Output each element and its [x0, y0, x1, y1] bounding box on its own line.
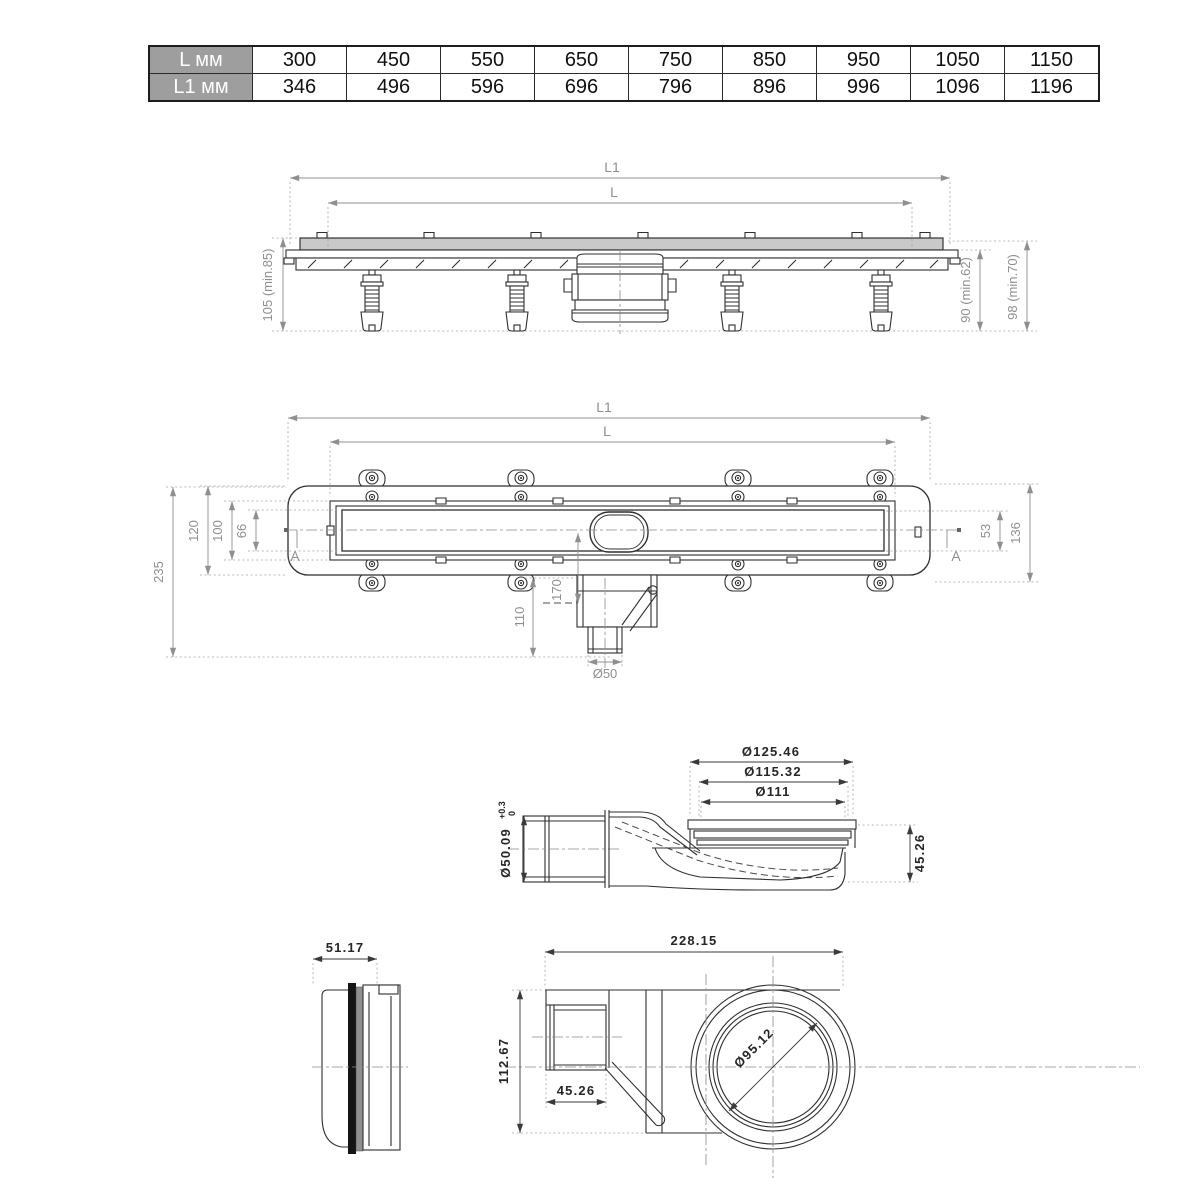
dim-trap-width: 228.15 — [670, 933, 718, 948]
table-cell: 896 — [723, 74, 817, 102]
dim-pipe-tol-lower: 0 — [507, 810, 517, 816]
dim-66: 66 — [234, 523, 249, 539]
dim-136: 136 — [1008, 522, 1023, 544]
dim-trap-dia: Ø95.12 — [730, 1024, 777, 1071]
table-cell: 550 — [441, 46, 535, 74]
dim-label-l-side: L — [610, 184, 618, 200]
outlet-stub — [546, 1005, 606, 1070]
side-elevation-view — [260, 159, 1037, 334]
end-view — [312, 940, 408, 1154]
table-cell: 450 — [347, 46, 441, 74]
dim-dia-outer: Ø125.46 — [741, 744, 801, 759]
drain-opening — [590, 512, 648, 552]
table-cell: 750 — [629, 46, 723, 74]
table-cell: 650 — [535, 46, 629, 74]
dim-height-right-inner: 90 (min.62) — [958, 257, 973, 323]
table-cell: 796 — [629, 74, 723, 102]
section-marker-right: A — [951, 548, 961, 564]
dim-label-l-plan: L — [603, 423, 611, 439]
table-cell: 696 — [535, 74, 629, 102]
table-cell: 346 — [253, 74, 347, 102]
dim-pipe-tol-upper: +0.3 — [497, 801, 507, 819]
dim-section-height: 45.26 — [912, 833, 927, 873]
grate-stack-section — [652, 820, 856, 880]
grate-band — [300, 238, 943, 250]
drain-trap-side — [564, 250, 676, 334]
table-cell: 1096 — [911, 74, 1005, 102]
table-cell: 850 — [723, 46, 817, 74]
dim-height-right-outer: 98 (min.70) — [1005, 254, 1020, 320]
table-cell: 1150 — [1005, 46, 1100, 74]
dim-dia-inner: Ø111 — [755, 784, 791, 799]
dim-110: 110 — [512, 606, 527, 628]
dim-height-left: 105 (min.85) — [260, 248, 275, 322]
dim-170: 170 — [549, 579, 564, 601]
section-view — [497, 744, 927, 890]
dim-label-l1-plan: L1 — [596, 399, 612, 415]
dim-235: 235 — [151, 561, 166, 583]
table-cell: 950 — [817, 46, 911, 74]
table-header-l: L мм — [149, 46, 253, 74]
trap-plan-view — [496, 933, 1140, 1178]
dim-120: 120 — [186, 520, 201, 542]
dim-100: 100 — [210, 520, 225, 542]
table-cell: 596 — [441, 74, 535, 102]
dim-outlet-dia: Ø50 — [592, 666, 618, 681]
outlet-lever — [605, 1062, 665, 1126]
dim-trap-outlet-len: 45.26 — [556, 1083, 596, 1098]
dim-dia-mid: Ø115.32 — [744, 764, 802, 779]
plan-view — [151, 399, 1040, 681]
gasket-bar — [348, 983, 356, 1154]
section-marker-left: A — [290, 548, 300, 564]
table-cell: 996 — [817, 74, 911, 102]
dim-53: 53 — [978, 523, 993, 539]
table-header-l1: L1 мм — [149, 74, 253, 102]
table-cell: 1196 — [1005, 74, 1100, 102]
table-cell: 496 — [347, 74, 441, 102]
dim-trap-height: 112.67 — [496, 1037, 511, 1085]
table-cell: 1050 — [911, 46, 1005, 74]
dim-pipe-dia: Ø50.09 — [498, 828, 513, 878]
dim-end-width: 51.17 — [325, 940, 365, 955]
grate-clips — [317, 233, 930, 239]
dim-label-l1-side: L1 — [604, 159, 620, 175]
table-cell: 300 — [253, 46, 347, 74]
